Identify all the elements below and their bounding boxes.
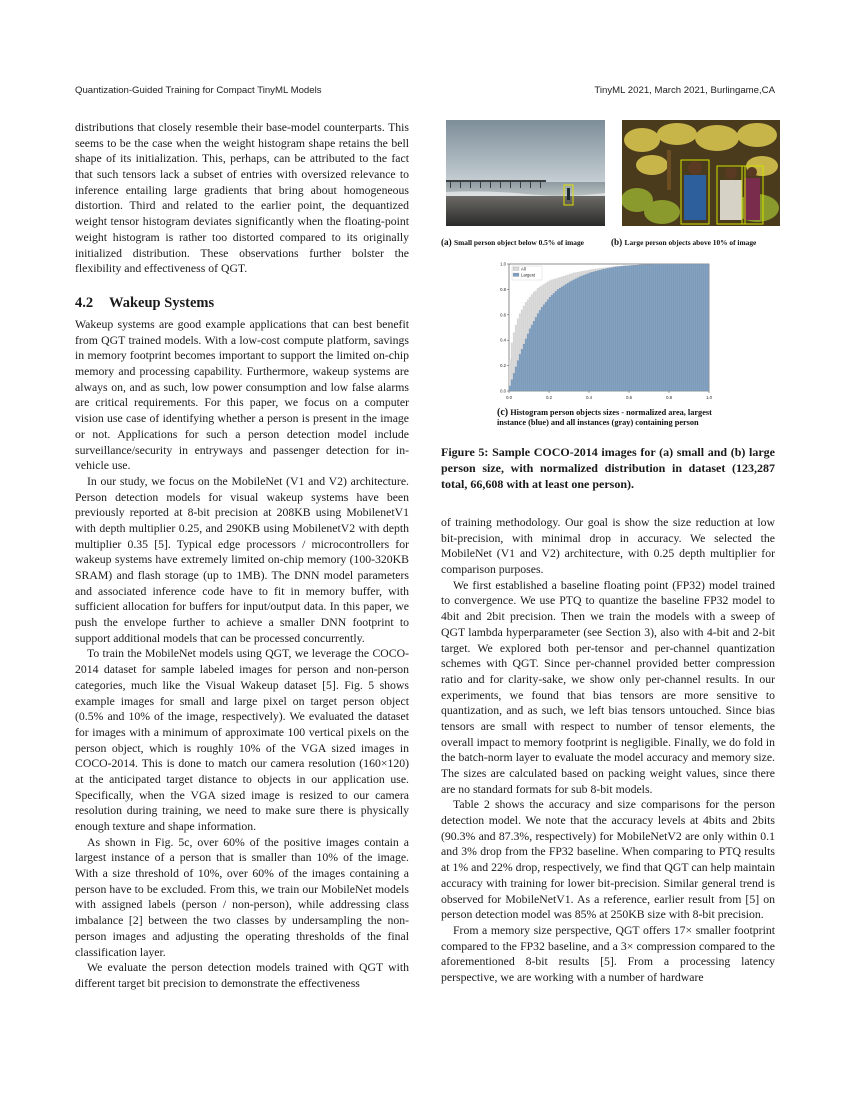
bar-largest-97 xyxy=(703,264,705,391)
bar-largest-6 xyxy=(521,349,523,391)
bar-largest-17 xyxy=(543,305,545,391)
bar-largest-64 xyxy=(637,265,639,391)
bar-largest-30 xyxy=(569,282,571,391)
bar-largest-14 xyxy=(537,314,539,391)
section-title: Wakeup Systems xyxy=(109,295,215,311)
bar-largest-11 xyxy=(531,325,533,391)
bar-largest-73 xyxy=(655,264,657,391)
bar-largest-80 xyxy=(669,264,671,391)
bar-largest-88 xyxy=(685,264,687,391)
header-venue: TinyML 2021, March 2021, Burlingame,CA xyxy=(594,85,775,96)
section-heading xyxy=(75,295,214,312)
paragraph-wakeup-3: To train the MobileNet models using QGT, we leverage the COCO-2014 dataset for sample labeled images for person and non-person categories, much like the Visual Wakeup dataset [5]. Fig. 5 shows example images for small and large pixel on target person object (0.5% and 10% of the image, respectively). We evaluated the dataset for images with a minimum of approximate 100 vertical pixels on the person object, which is roughly 10% of the VGA sized images in COCO-2014. This is done to match our camera resolution (160×120) at the anticipated target distance to objects in our application use. Specifically, when the VGA sized image is resized to our camera resolution during training, we need to make sure there is physically enough texture and shape information. xyxy=(75,647,409,833)
bar-largest-15 xyxy=(539,310,541,391)
bar-largest-70 xyxy=(649,265,651,391)
bar-largest-43 xyxy=(595,271,597,391)
bar-largest-52 xyxy=(613,267,615,391)
left-column xyxy=(75,120,409,277)
bar-largest-40 xyxy=(589,273,591,391)
y-tick-label-2: 0.4 xyxy=(500,337,506,343)
bar-largest-31 xyxy=(571,281,573,391)
y-tick-label-5: 1.0 xyxy=(500,261,506,267)
legend-label-all: All xyxy=(521,266,526,272)
bar-largest-68 xyxy=(645,265,647,391)
running-header xyxy=(75,85,775,99)
bar-largest-83 xyxy=(675,264,677,391)
bar-largest-3 xyxy=(515,367,517,391)
subcaption-b-text: Large person objects above 10% of image xyxy=(624,238,757,247)
section-number: 4.2 xyxy=(75,295,94,311)
y-tick-label-4: 0.8 xyxy=(500,286,506,292)
figure-5c-subcaption xyxy=(497,408,719,428)
bar-largest-29 xyxy=(567,283,569,391)
bar-largest-89 xyxy=(687,264,689,391)
bar-largest-93 xyxy=(695,264,697,391)
bar-largest-94 xyxy=(697,264,699,391)
bar-largest-12 xyxy=(533,321,535,391)
legend-swatch-largest xyxy=(513,273,519,277)
bar-largest-25 xyxy=(559,288,561,391)
bar-largest-79 xyxy=(667,264,669,391)
bar-largest-32 xyxy=(573,280,575,391)
bar-largest-96 xyxy=(701,264,703,391)
bar-largest-92 xyxy=(693,264,695,391)
legend-swatch-all xyxy=(513,267,519,271)
bar-largest-48 xyxy=(605,269,607,391)
bar-largest-24 xyxy=(557,289,559,391)
x-tick-label-2: 0.4 xyxy=(586,395,592,400)
bar-largest-1 xyxy=(511,380,513,391)
bar-largest-34 xyxy=(577,278,579,391)
x-tick-label-4: 0.8 xyxy=(666,395,672,400)
bar-largest-36 xyxy=(581,276,583,391)
y-tick-label-1: 0.2 xyxy=(500,363,506,369)
figure-5a-beach-photo xyxy=(446,120,605,226)
bar-largest-51 xyxy=(611,268,613,391)
x-tick-label-0: 0.0 xyxy=(506,395,512,400)
y-tick-label-0: 0.0 xyxy=(500,388,506,394)
bar-largest-77 xyxy=(663,264,665,391)
bar-largest-13 xyxy=(535,317,537,391)
bar-largest-37 xyxy=(583,275,585,391)
bar-largest-99 xyxy=(707,264,709,391)
bar-largest-82 xyxy=(673,264,675,391)
bar-largest-67 xyxy=(643,265,645,391)
subcaption-a-label: (a) xyxy=(441,237,452,247)
bar-largest-28 xyxy=(565,284,567,391)
bar-largest-50 xyxy=(609,268,611,391)
bar-largest-58 xyxy=(625,266,627,391)
bar-largest-49 xyxy=(607,268,609,391)
bar-largest-57 xyxy=(623,266,625,391)
bar-largest-38 xyxy=(585,274,587,391)
bar-largest-98 xyxy=(705,264,707,391)
x-tick-label-3: 0.6 xyxy=(626,395,632,400)
bar-largest-20 xyxy=(549,297,551,391)
bar-largest-60 xyxy=(629,266,631,391)
bar-largest-22 xyxy=(553,293,555,391)
paragraph-intro: distributions that closely resemble their base-model counterparts. This seems to be the case when the weight histogram shape retains the bell shape of its initialization. This, perhaps, can be attributed to the fact that such tensors lack a subset of entries with oversized relevance to inference entailing large gradients that bring about homogeneous distortion. Third and related to the earlier point, the dequantized weight tensor histogram deviates significantly when the floating-point weight histogram is rather too distorted compared to its originally initialized distribution. These observations further bolster the flexibility and effectiveness of QGT. xyxy=(75,121,409,276)
bar-largest-76 xyxy=(661,264,663,391)
bar-largest-10 xyxy=(529,329,531,391)
bar-largest-75 xyxy=(659,264,661,391)
bar-largest-65 xyxy=(639,265,641,391)
paragraph-right-3: Table 2 shows the accuracy and size comparisons for the person detection model. We note that the accuracy levels at 4bits and 2bits (90.3% and 87.3%, respectively) for MobileNetV2 are only within 0.1 and 3% drop from the FP32 baseline. When comparing to PTQ results at 1% and 22% drop, respectively, we find that QGT can help maintain accuracy with training for lower bit-precision. Similar general trend is observed for MobileNetV1. As a reference, earlier result from [5] on person detection model was 85% at 250KB size with 8-bit precision. xyxy=(441,798,775,922)
bar-largest-41 xyxy=(591,272,593,391)
bar-largest-45 xyxy=(599,270,601,391)
subcaption-a-text: Small person object below 0.5% of image xyxy=(454,238,584,247)
paragraph-right-4: From a memory size perspective, QGT offers 17× smaller footprint compared to the FP32 baseline, and a 3× compression compared to the aforementioned 8-bit results [5]. From a processing latency perspective, we are working with a number of hardware xyxy=(441,923,775,984)
bar-largest-5 xyxy=(519,354,521,391)
paragraph-right-1: of training methodology. Our goal is show the size reduction at low bit-precision, with minimal drop in accuracy. We selected the MobileNet (V1 and V2) architecture, with 0.25 depth multiplier for comparison purposes. xyxy=(441,516,775,577)
y-tick-label-3: 0.6 xyxy=(500,312,506,318)
bar-largest-90 xyxy=(689,264,691,391)
x-tick-label-1: 0.2 xyxy=(546,395,552,400)
bar-largest-54 xyxy=(617,267,619,391)
bar-largest-66 xyxy=(641,265,643,391)
bar-largest-27 xyxy=(563,286,565,391)
header-paper-title: Quantization-Guided Training for Compact TinyML Models xyxy=(75,85,322,96)
bar-largest-16 xyxy=(541,307,543,391)
bar-largest-33 xyxy=(575,279,577,391)
left-column-body xyxy=(75,317,409,992)
bar-largest-53 xyxy=(615,267,617,391)
bar-largest-59 xyxy=(627,266,629,391)
bar-largest-62 xyxy=(633,265,635,391)
bar-largest-72 xyxy=(653,264,655,391)
bar-largest-19 xyxy=(547,300,549,391)
bar-largest-21 xyxy=(551,295,553,391)
paragraph-right-2: We first established a baseline floating point (FP32) model trained to convergence. We use PTQ to quantize the baseline FP32 model to 4bit and 2bit precision. Then we train the models with a sweep of QGT lambda hyperparameter (see Section 3), also with 4-bit and 2-bit target. We explored both per-tensor and per-channel quantization schemes with QGT. Since per-channel provided better compression ratio and for clarity-sake, we show only per-channel results. In our experiments, we found that bias tensors are more sensitive to quantization, and as such, we left bias tensors untouched. Since bias tensors are small with respect to number of tensor elements, the overall impact to memory footprint is negligible. Finally, we do fold in the batch-norm layer to evaluate the model accuracy and memory size. The sizes are calculated based on packing weight values, since there are no standard formats for sub 8-bit models. xyxy=(441,578,775,796)
bar-largest-0 xyxy=(509,386,511,391)
bar-largest-78 xyxy=(665,264,667,391)
paragraph-wakeup-2: In our study, we focus on the MobileNet (V1 and V2) architecture. Person detection models for visual wakeup systems have been previously reported at 8-bit precision at 208KB using MobilenetV1 with depth multiplier 0.25, and 290KB using MobilenetV2 with depth multiplier 0.35 [5]. Typical edge processors / microcontrollers for wakeup systems have extremely limited on-chip memory (100-320KB SRAM) and flash storage (up to 1MB). The DNN model parameters and associated inference code have to fit in memory buffer, with sufficient allocation for buffers for input/output data. In this paper, we push the envelope further to achieve a smaller DNN footprint to support additional models that can be processed concurrently. xyxy=(75,474,409,645)
bar-largest-74 xyxy=(657,264,659,391)
bar-largest-56 xyxy=(621,266,623,391)
paragraph-wakeup-5: We evaluate the person detection models trained with QGT with different target bit precision to demonstrate the effectiveness xyxy=(75,961,409,990)
bar-largest-81 xyxy=(671,264,673,391)
bar-largest-47 xyxy=(603,269,605,391)
bar-largest-95 xyxy=(699,264,701,391)
figure-5c-histogram xyxy=(495,258,717,403)
bar-largest-44 xyxy=(597,271,599,391)
bar-largest-7 xyxy=(523,344,525,391)
figure-5b-market-photo xyxy=(622,120,780,226)
x-tick-label-5: 1.0 xyxy=(706,395,712,400)
bar-largest-63 xyxy=(635,265,637,391)
bar-largest-8 xyxy=(525,339,527,391)
bar-largest-39 xyxy=(587,274,589,391)
bar-largest-4 xyxy=(517,361,519,391)
bar-largest-87 xyxy=(683,264,685,391)
bar-largest-85 xyxy=(679,264,681,391)
subcaption-c-text: Histogram person objects sizes - normalized area, largest instance (blue) and all instances (gray) containing person xyxy=(497,408,712,428)
paragraph-wakeup-1: Wakeup systems are good example applications that can best benefit from QGT trained models. With a low-cost compute platform, savings in memory footprint becomes important to support the limited on-chip memory and processing capability. Furthermore, wakeup systems are always on, and as such, low power consumption and low false alarms are critical requirements. For this paper, we focus on a computer vision use case of identifying whether a person is present in the image or not. Applications for such a person detection model include surveillance/security in entryways and passenger detection for in-vehicle use. xyxy=(75,318,409,473)
right-column-body xyxy=(441,515,775,986)
legend-label-largest: Largest xyxy=(521,272,535,278)
bar-largest-46 xyxy=(601,270,603,391)
bar-largest-71 xyxy=(651,264,653,391)
subcaption-c-label: (c) xyxy=(497,407,509,418)
bar-largest-91 xyxy=(691,264,693,391)
bar-largest-2 xyxy=(513,373,515,391)
bar-largest-61 xyxy=(631,265,633,391)
bar-largest-86 xyxy=(681,264,683,391)
bar-largest-18 xyxy=(545,302,547,391)
bar-largest-35 xyxy=(579,277,581,391)
bar-largest-26 xyxy=(561,287,563,391)
bar-largest-23 xyxy=(555,291,557,391)
figure-5b-subcaption xyxy=(611,237,756,247)
bar-largest-9 xyxy=(527,334,529,391)
bar-largest-69 xyxy=(647,265,649,391)
bar-largest-55 xyxy=(619,266,621,391)
figure-5a-subcaption xyxy=(441,237,584,247)
paragraph-wakeup-4: As shown in Fig. 5c, over 60% of the positive images contain a largest instance of a person that is smaller than 10% of the image. With a size threshold of 10%, over 60% of the images containing a person have to be excluded. From this, we train our MobileNet models with assigned labels (person / non-person), while addressing class imbalance [2] between the two classes by undersampling the non-person images and adjusting the operating thresholds of the final classification layer. xyxy=(75,835,409,959)
bar-largest-84 xyxy=(677,264,679,391)
bar-largest-42 xyxy=(593,272,595,391)
subcaption-b-label: (b) xyxy=(611,237,623,247)
figure-5-caption: Figure 5: Sample COCO-2014 images for (a) small and (b) large person size, with normalized distribution in dataset (123,287 total, 66,608 with at least one person). xyxy=(441,445,775,491)
